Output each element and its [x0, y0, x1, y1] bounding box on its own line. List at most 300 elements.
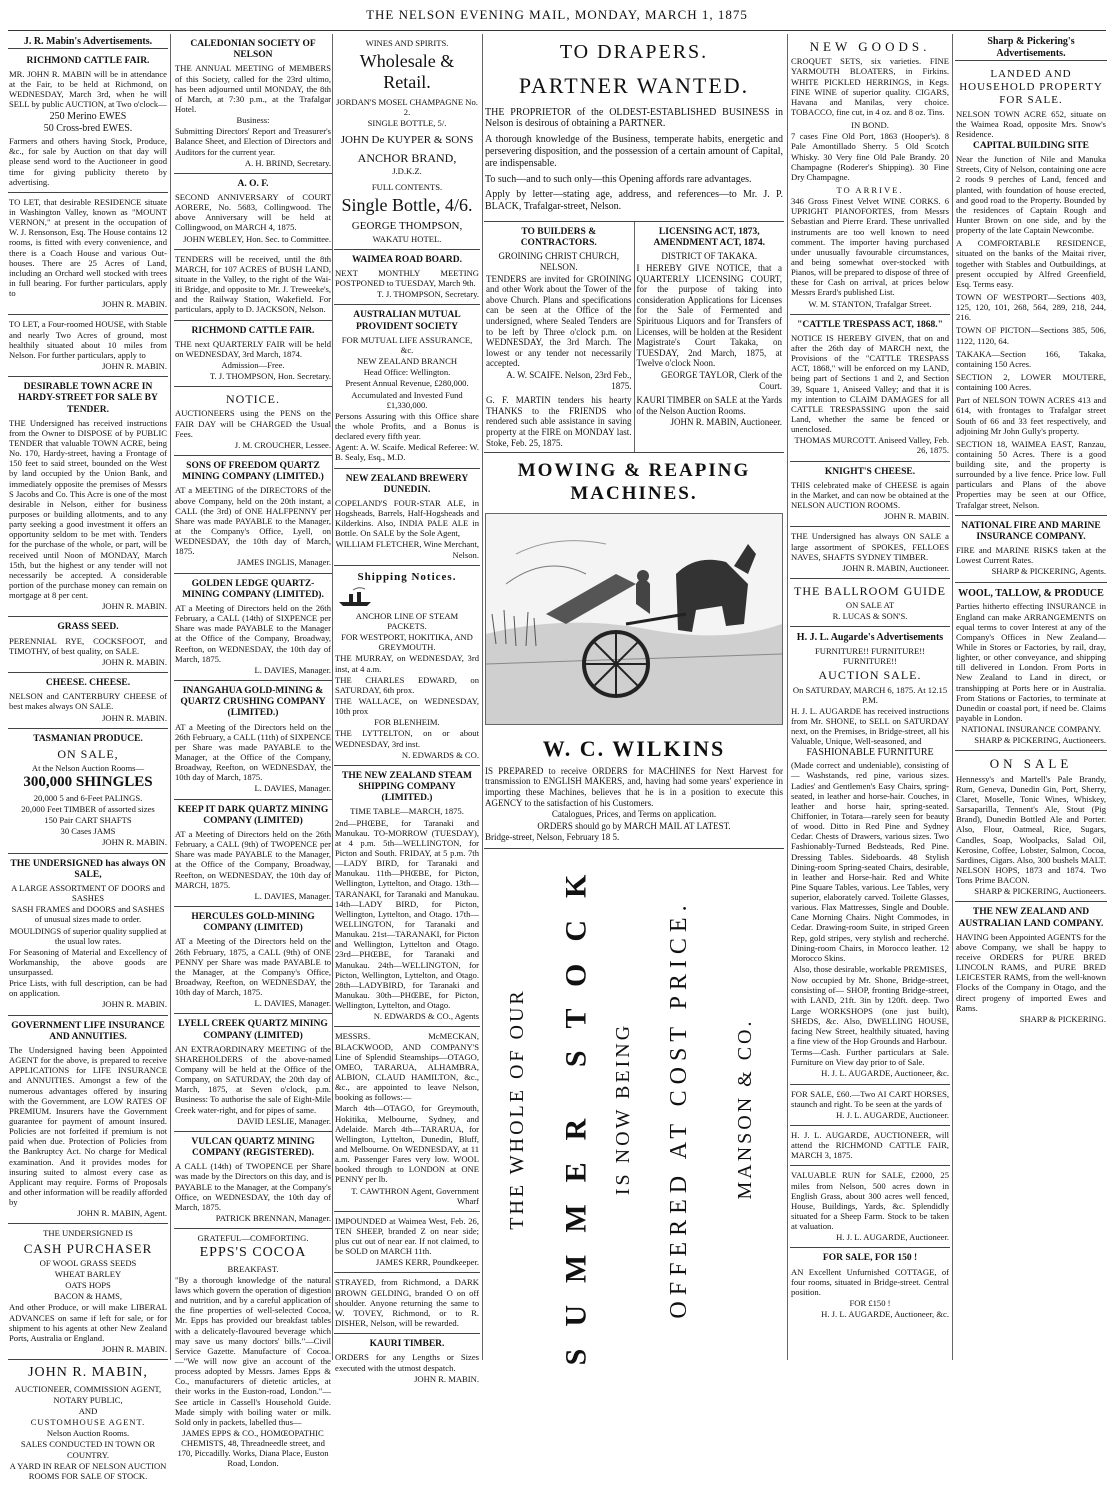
- ad-line: NATIONAL INSURANCE COMPANY.: [961, 724, 1101, 735]
- ad-title: KEEP IT DARK QUARTZ MINING COMPANY (LIMITED): [177, 804, 329, 826]
- ad-title: WINES AND SPIRITS.: [365, 38, 449, 48]
- ad-signature: H. J. L. AUGARDE, Auctioneer, &c.: [821, 1309, 949, 1320]
- ad-government-life: [8, 1016, 168, 1225]
- ad-row: [484, 222, 784, 453]
- ad-vertical-text: IS NOW BEING: [612, 1022, 635, 1196]
- ad-line: CUSTOMHOUSE AGENT.: [30, 1417, 146, 1428]
- ad-cart-horses: [790, 1085, 950, 1126]
- ad-to-drapers: [484, 34, 784, 222]
- ad-body: TAKAKA—Section 166, Takaka, containing 150 Acres.: [956, 348, 1106, 369]
- ad-undersigned-doors: [8, 854, 168, 1016]
- ad-wool-tallow: [955, 583, 1107, 752]
- ad-body: CROQUET SETS, six varieties. FINE YARMOUTH BLOATERS, in Firkins. WHITE PICKLED HERRINGS, in Kegs. FINE WINE of superior quality. CIGARS, Havana and Manilas, very choice. TOBACCO, fine cut, in 4 oz. and 8 oz. Tins.: [791, 56, 949, 118]
- ad-signature: WILLIAM FLETCHER, Wine Merchant, Nelson.: [335, 539, 479, 560]
- ad-body: Price Lists, with full description, can be had on application.: [9, 978, 167, 999]
- ad-vulcan: [174, 1132, 332, 1229]
- ad-line: ORDERS should go by MARCH MAIL AT LATEST.: [537, 820, 731, 831]
- ad-body: Hennessy's and Martell's Pale Brandy, Rum, Geneva, Dunedin Gin, Port, Sherry, Claret, Moselle, Tonic Wines, Whiskey, Sarsaparilla, Tennent's Ale, Stout (Pig Brand), Dunedin Bottled Ale and Porter. Also, Flour, Oatmeal, Rice, Sugars, Candles, Soap, Woolpacks, Salad Oil, Kerosine, Coffee, Lobster, Salmon, Cocoa, Sardines, Cigars. Also, 300 bushels MALT. NELSON HOPS, 1873 and 1874. Two Tons Prime BACON.: [956, 773, 1106, 886]
- ad-line: FULL CONTENTS.: [371, 182, 443, 193]
- ad-line: WHEAT BARLEY: [54, 1269, 122, 1280]
- ad-signature: JOHN R. MABIN.: [102, 360, 167, 371]
- ad-headline: W. C. WILKINS: [542, 735, 726, 761]
- ad-signature: A. H. BRIND, Secretary.: [244, 157, 331, 168]
- ad-title: KNIGHT'S CHEESE.: [824, 466, 916, 477]
- ad-title: HERCULES GOLD-MINING COMPANY (LIMITED): [191, 911, 315, 934]
- ad-signature: JOHN R. MABIN.: [414, 1373, 479, 1384]
- ad-golden-ledge: [174, 574, 332, 681]
- ad-inangahua: [174, 681, 332, 800]
- ad-title: WOOL, TALLOW, & PRODUCE: [958, 587, 1104, 599]
- ad-cheese: [8, 673, 168, 729]
- ad-title: THE NEW ZEALAND AND AUSTRALIAN LAND COMPANY.: [958, 907, 1104, 929]
- ad-signature: JOHN R. MABIN.: [102, 999, 167, 1010]
- ad-body: Apply by letter—stating age, address, and references—to Mr. J. P. BLACK, Trafalgar-street, Nelson.: [485, 189, 783, 213]
- ad-line: Accumulated and Invested Fund £1,330,000.: [351, 389, 463, 410]
- ad-body: I HEREBY GIVE NOTICE, that a QUARTERLY LICENSING COURT, for the purpose of taking into consideration Applications for Licenses for the Sale of Fermented and Spirituous Liquors and for Transfers of Licenses, will be holden at the Resident Magistrate's Court Takaka, on TUESDAY, 2nd March, 1875, at Twelve o'clock Noon.: [636, 262, 782, 369]
- col6-header: Sharp & Pickering's Advertisements.: [955, 36, 1107, 61]
- ad-body: Farmers and others having Stock, Produce, &c., for sale by Auction on that day will please send word to the Auctioneer in good time for giving publicity thereto by advertising.: [9, 136, 167, 187]
- ad-title: NOTICE.: [226, 392, 280, 407]
- ad-signature: JOHN R. MABIN, Auctioneer.: [670, 417, 782, 428]
- ad-cattle-trespass: [790, 315, 950, 462]
- ad-title: MESSRS. McMECKAN, BLACKWOOD, AND COMPANY'S Line of Splendid Steamships—OTAGO, OMEO, TARARUA, ALHAMBRA, ALBION, CLAUD HAMILTON, &c., &c., are appointed to leave Nelson, booking as follows:—: [335, 1031, 479, 1103]
- ad-body: MR. JOHN R. MABIN will be in attendance at the Fair, to be held at Richmond, on WEDNESDAY, March 3rd, when he will SELL by public AUCTION, at Two o'clock—: [9, 69, 167, 110]
- ad-line: FURNITURE!! FURNITURE!! FURNITURE!!: [814, 646, 926, 667]
- ad-headline: CASH PURCHASER: [23, 1240, 153, 1256]
- ad-line: IN BOND.: [851, 120, 889, 131]
- ad-signature: H. J. L. AUGARDE, Auctioneer, &c.: [821, 1068, 949, 1079]
- ad-body: AN EXTRAORDINARY MEETING of the SHAREHOLDERS of the above-named Company will be held at the Office of the Company, on SATURDAY, the 20th day of March, 1875, at Seven o'clock, p.m. Business: To authorise the sale of Eight-Mile Creek water-right, and for pipes of same.: [175, 1043, 331, 1115]
- ad-valuable-run: [790, 1166, 950, 1248]
- ad-item: 250 Merino EWES: [49, 110, 127, 122]
- ad-title: NATIONAL FIRE AND MARINE INSURANCE COMPANY.: [961, 520, 1101, 542]
- column-3: [334, 34, 480, 1384]
- ad-title: KAURI TIMBER.: [369, 1339, 445, 1350]
- ad-body: PERENNIAL RYE, COCKSFOOT, and TIMOTHY, of best quality, on SALE.: [9, 635, 167, 656]
- ad-line: AUCTIONEER, COMMISSION AGENT,: [14, 1383, 162, 1394]
- ad-signature: T. J. THOMPSON, Hon. Secretary.: [209, 371, 331, 382]
- ad-mcmeckan: [334, 1027, 480, 1211]
- masthead: THE NELSON EVENING MAIL, MONDAY, MARCH 1, 1875: [366, 7, 748, 22]
- ad-body: A thorough knowledge of the Business, temperate habits, energetic and persevering disposition, and the possession of a certain amount of Capital, are indispensable.: [485, 134, 783, 169]
- ad-title: CHEESE. CHEESE.: [45, 678, 131, 689]
- ad-signature: JOHN R. MABIN.: [884, 511, 949, 522]
- ad-title: AUSTRALIAN MUTUAL PROVIDENT SOCIETY: [353, 310, 461, 332]
- ad-line: DISTRICT OF TAKAKA.: [661, 251, 758, 262]
- ad-signature: JAMES EPPS & CO., HOMŒOPATHIC CHEMISTS, 48, Threadneedle street, and 170, Piccadilly. Works, Diana Place, Euston Road, London.: [177, 1428, 329, 1469]
- ad-body: 346 Gross Finest Velvet WINE CORKS. 6 UPRIGHT PIANOFORTES, from Messrs Sebastian and Pierre Erard. These unrivalled instruments are too well known to need comment. The importer having purchased under unusually favourable circumstances, and being somewhat over-stocked with Pianos, will be prepared to dispose of three of these for Cash on arrival, at prices below Messrs Erard's published List.: [791, 196, 949, 298]
- ad-signature: DAVID LESLIE, Manager.: [237, 1115, 331, 1126]
- ad-line: FASHIONABLE FURNITURE: [806, 747, 934, 759]
- ad-line: BREAKFAST.: [227, 1263, 279, 1274]
- ad-title: GOLDEN LEDGE QUARTZ-MINING COMPANY (LIMITED).: [182, 578, 324, 600]
- ad-line: 30 Cases JAMS: [60, 826, 116, 837]
- ad-vertical-text: MANSON & CO.: [734, 1018, 757, 1200]
- ad-line: OATS HOPS: [65, 1280, 111, 1291]
- ad-signature: SHARP & PICKERING.: [1019, 1013, 1106, 1024]
- ad-signature: GEORGE TAYLOR, Clerk of the Court.: [660, 370, 782, 391]
- ad-line: 20,000 5 and 6-Feet PALINGS.: [33, 792, 143, 803]
- ad-line: ANCHOR BRAND,: [357, 151, 457, 165]
- ad-signature: JOHN R. MABIN, Agent.: [77, 1208, 167, 1219]
- ad-body: SECOND ANNIVERSARY of COURT AORERE, No. 5683, Collingwood. The above Anniversary will be held at Collingwood, on MARCH 4, 1875.: [175, 192, 331, 233]
- ad-title: THE UNDERSIGNED has always ON SALE,: [10, 858, 166, 880]
- ad-title: THE NEW ZEALAND STEAM SHIPPING COMPANY (LIMITED.): [342, 770, 472, 804]
- ad-notice: [174, 387, 332, 456]
- ad-item: 50 Cross-bred EWES.: [43, 123, 133, 135]
- ad-title: LICENSING ACT, 1873, AMENDMENT ACT, 1874.: [653, 226, 766, 249]
- ad-line: TO ARRIVE.: [836, 185, 904, 196]
- ad-tasmanian-produce: [8, 729, 168, 854]
- column-4: [484, 34, 784, 1366]
- ad-body: AT a Meeting of Directors held on the 26th February, a CALL (9th) of TWOPENCE per Share was made PAYABLE to the Manager, at the Office of the Company, Broadway, Reefton, on WEDNESDAY, the 10th day of MARCH, 1875.: [175, 828, 331, 890]
- ad-keep-it-dark: [174, 800, 332, 907]
- ad-nz-steam-shipping: [334, 766, 480, 1028]
- ad-body: H. J. L. AUGARDE has received instructions from Mr. SHONE, to SELL on SATURDAY next, on the Premises, in Bridge-street, all his Valuable, Unique, Well-seasoned, and: [791, 705, 949, 747]
- ad-line: WAKATU HOTEL.: [372, 233, 442, 244]
- ad-signature: JOHN R. MABIN, Auctioneer.: [842, 562, 949, 573]
- ad-line: TIME TABLE—MARCH, 1875.: [350, 806, 464, 817]
- ad-signature: SHARP & PICKERING, Auctioneers.: [974, 886, 1106, 897]
- ad-headline: AUCTION SALE.: [818, 668, 922, 683]
- ad-line: 20,000 Feet TIMBER of assorted sizes: [21, 803, 155, 814]
- ad-headline: 300,000 SHINGLES: [23, 774, 153, 791]
- ad-signature: L. DAVIES, Manager.: [254, 890, 331, 901]
- ad-knights-cheese: [790, 462, 950, 528]
- ad-body: STRAYED, from Richmond, a DARK BROWN GELDING, branded O on off shoulder. Anyone returning the same to W. TOVEY, Richmond, or to R. DISHER, Nelson, will be rewarded.: [335, 1277, 479, 1329]
- ad-line: AND: [78, 1405, 98, 1416]
- column-divider: [170, 34, 171, 1360]
- ad-line: MOULDINGS of superior quality supplied at the usual low rates.: [9, 925, 167, 946]
- ad-line: J.D.K.Z.: [392, 166, 422, 177]
- ad-signature: J. M. CROUCHER, Lessee.: [234, 439, 331, 450]
- ad-line: A LARGE ASSORTMENT OF DOORS and SASHES: [11, 882, 165, 904]
- ad-body: SECTION 18, WAIMEA EAST, Ranzau, containing 50 Acres. There is a good building site, and the property is surrounded by a live fence. Price low. Full particulars and Plans of the above Properties may be seen at our Office, Trafalgar street, Nelson.: [956, 438, 1106, 510]
- ad-body: THE PROPRIETOR of the OLDEST-ESTABLISHED BUSINESS in Nelson is desirous of obtaining a PARTNER.: [485, 106, 783, 130]
- ad-body: THE ANNUAL MEETING of MEMBERS of this Society, called for the 23rd ultimo, has been adjourned until MONDAY, the 8th of March, at 7:30 p.m., at the Trafalgar Hotel.: [175, 63, 331, 114]
- ad-cottage: [790, 1248, 950, 1324]
- ad-strayed: [334, 1273, 480, 1334]
- ad-body: NEXT MONTHLY MEETING POSTPONED to TUESDAY, March 9th.: [335, 267, 479, 289]
- ad-line: 150 Pair CART SHAFTS: [44, 815, 132, 826]
- ad-title: FOR SALE, FOR 150 !: [822, 1253, 918, 1264]
- ad-body: "By a thorough knowledge of the natural laws which govern the operation of digestion and nutrition, and by a careful application of the fine properties of well-selected Cocoa, Mr. Epps has provided our breakfast tables with a delicately-flavoured beverage which may save us many doctors' bills."—Civil Service Gazette. Manufacture of Cocoa.—"We will now give an account of the process adopted by Messrs. James Epps & Co., manufacturers of dietetic articles, at their works in the Euston-road, London."—See article in Cassell's Household Guide. Made simply with boiling water or milk. Sold only in packets, labelled thus—: [175, 1274, 331, 1427]
- ad-body: HAVING been Appointed AGENTS for the above Company, we shall be happy to receive ORDERS for PURE BRED LINCOLN RAMS, and PURE BRED LEICESTER RAMS, from the well-known Flocks of the Company in Otago, and the direct progeny of imported Ewes and Rams.: [956, 931, 1106, 1013]
- ad-augarde-fair: [790, 1126, 950, 1166]
- column-divider: [332, 34, 333, 1360]
- ad-headline: JOHN R. MABIN,: [28, 1365, 148, 1381]
- ad-body: THIS celebrated make of CHEESE is again in the Market, and can now be obtained at the NELSON AUCTION ROOMS.: [791, 479, 949, 511]
- ad-line: On SATURDAY, MARCH 6, 1875. At 12.15 P.M.: [792, 684, 948, 705]
- ad-body: ORDERS for any Lengths or Sizes executed with the utmost despatch.: [335, 1352, 479, 1373]
- reaping-machine-engraving: [485, 513, 783, 725]
- ad-body: IMPOUNDED at Waimea West, Feb. 26, TEN SHEEP, branded Z on near side; plus cut out of near ear. If not claimed, to be SOLD on MARCH 11th.: [335, 1215, 479, 1257]
- ad-signature: H. J. L. AUGARDE, Auctioneer.: [836, 1109, 949, 1120]
- ad-line: SASH FRAMES and DOORS and SASHES of unusual sizes made to order.: [11, 904, 165, 925]
- ad-body: TENDERS will be received, until the 8th MARCH, for 107 ACRES of BUSH LAND, situate in the Valley, to the right of the Wai-iti Bridge, and opposite to Mr. J. Treweeke's, and the Railway Station, Wakefield. For particulars, apply to D. JACKSON, Nelson.: [175, 253, 331, 315]
- ad-body: AUCTIONEERS using the PENS on the FAIR DAY will be CHARGED the Usual Fees.: [175, 408, 331, 439]
- ad-body: VALUABLE RUN for SALE, £2000, 25 miles from Nelson, 500 acres down in English Grass, about 300 acres well fenced, House, Buildings, Yards, &c. Splendidly situated for a Sheep Farm. Stock to be taken at valuation.: [791, 1170, 949, 1232]
- ad-signature: JAMES KERR, Poundkeeper.: [375, 1257, 479, 1268]
- ad-headline: Single Bottle, 4/6.: [341, 195, 473, 216]
- ad-line: GROINING CHRIST CHURCH, NELSON.: [498, 251, 620, 272]
- ad-body: A COMFORTABLE RESIDENCE, situated on the banks of the Maitai river, together with Stables and Outbuildings, at present occupied by Alfred Greenfield, Esq. Terms easy.: [956, 238, 1106, 289]
- ad-signature: JOHN R. MABIN.: [102, 299, 167, 310]
- ad-title: LYELL CREEK QUARTZ MINING COMPANY (LIMITED): [178, 1019, 328, 1041]
- ad-body: Near the Junction of Nile and Manuka Streets, City of Nelson, containing one acre 2 roods 9 perches of Land, fenced and planted, with foundation of house erected, and good road to the Property. Bounded by the residences of Captain Rough and Hunter Brown on one side, and by the property of the late Captain Newcombe.: [956, 154, 1106, 236]
- ad-line: A YARD IN REAR OF NELSON AUCTION ROOMS FOR SALE OF STOCK.: [9, 1460, 167, 1481]
- ad-lyell-creek: [174, 1014, 332, 1132]
- ad-title: ANCHOR LINE OF STEAM PACKETS.: [355, 610, 459, 631]
- ad-body: IS PREPARED to receive ORDERS for MACHINES for Next Harvest for transmission to ENGLISH MAKERS, and, having had some years' experience in importing these Machines, believes that he is in a position to execute this AGENCY to the satisfaction of his Customers.: [485, 765, 783, 808]
- ad-vertical-text: THE WHOLE OF OUR: [506, 988, 529, 1230]
- column-divider: [952, 34, 953, 1360]
- ad-signature: L. DAVIES, Manager.: [254, 783, 331, 794]
- ad-line: OF WOOL GRASS SEEDS: [39, 1257, 137, 1268]
- column-5: [790, 34, 950, 1360]
- ad-body: The Undersigned having been Appointed AGENT for the above, is prepared to receive APPLICATIONS for LIFE INSURANCE and ANNUITIES. Amongst a few of the numerous advantages offered by insuring with the Government, are LOW RATES OF PREMIUM. Insurers have the Government guarantee for payment of amount insured. Policies are not forfeited if premium is not paid when due. Protection of Policies from the Bankruptcy Act. No charge for Medical examination. And it provides modes for insuring suited to almost every case as Applicant may require. Forms of Proposals and other information will be readily afforded by: [9, 1045, 167, 1208]
- ad-title: CALEDONIAN SOCIETY OF NELSON: [190, 39, 316, 61]
- ad-line: Present Annual Revenue, £280,000.: [345, 378, 469, 389]
- ad-signature: JOHN R. MABIN.: [102, 656, 167, 667]
- ad-signature: L. DAVIES, Manager.: [254, 998, 331, 1009]
- ad-body: KAURI TIMBER on SALE at the Yards of the Nelson Auction Rooms.: [636, 395, 782, 416]
- ad-mowing-machines: [484, 453, 784, 849]
- ad-signature: JOHN WEBLEY, Hon. Sec. to Committee.: [183, 233, 331, 244]
- ad-line: SINGLE BOTTLE, 5/.: [367, 117, 447, 128]
- ad-signature: T. CAWTHRON Agent, Government Wharf: [351, 1185, 479, 1206]
- ad-title: CAPITAL BUILDING SITE: [973, 140, 1089, 151]
- ad-body: NELSON and CANTERBURY CHEESE of best makes always ON SALE.: [9, 691, 167, 712]
- ad-title: THE UNDERSIGNED IS: [43, 1228, 133, 1239]
- ad-body: THE next QUARTERLY FAIR will be held on WEDNESDAY, 3rd March, 1874.: [175, 338, 331, 359]
- ad-headline: EPPS'S COCOA: [199, 1245, 307, 1261]
- ad-nz-brewery: [334, 469, 480, 566]
- ad-line: NEW ZEALAND BRANCH: [356, 356, 458, 367]
- ad-signature: H. J. L. AUGARDE, Auctioneer.: [836, 1232, 949, 1243]
- ad-headline: LANDED AND HOUSEHOLD PROPERTY FOR SALE.: [959, 67, 1103, 106]
- ad-body: THE MURRAY, on WEDNESDAY, 3rd inst, at 4 a.m.: [335, 653, 479, 674]
- ad-signature: THOMAS MURCOTT. Aniseed Valley, Feb. 26, 1875.: [794, 435, 949, 456]
- ad-signature: JOHN R. MABIN.: [102, 837, 167, 848]
- ad-body: G. F. MARTIN tenders his hearty THANKS to the FRIENDS who rendered such able assistance in saving property at the FIRE on MONDAY last. Stoke, Feb. 25, 1875.: [486, 395, 632, 448]
- ad-body: Part of NELSON TOWN ACRES 413 and 614, with frontages to Trafalgar street South of 66 and 33 feet respectively, and adjoining Mr John Gully's property.: [956, 395, 1106, 436]
- ad-body: Submitting Directors' Report and Treasurer's Balance Sheet, and Election of Directors and Auditors for the current year.: [175, 126, 331, 157]
- ad-headline: Wholesale & Retail.: [359, 51, 455, 93]
- ad-line: JOHN De KUYPER & SONS: [340, 134, 474, 147]
- ad-signature: JOHN R. MABIN.: [102, 1344, 167, 1355]
- column-1: [8, 34, 168, 1481]
- ad-cash-purchaser: [8, 1224, 168, 1360]
- ad-body: NOTICE IS HEREBY GIVEN, that on and after the 26th day of MARCH next, the Provisions of the "CATTLE TRESPASS ACT, 1868," will be enforced on my LAND, being part of Sections 1 and 2, and Section 39, Square 1, Aniseed Valley; and that it is my intention to CLAIM DAMAGES for all CATTLE TRESPASSING upon the said Land, whether the same be fenced or unenclosed.: [791, 332, 949, 435]
- ad-nz-australian-land: [955, 902, 1107, 1029]
- ad-body: AN Excellent Unfurnished COTTAGE, of four rooms, situated in Bridge-street. Central position.: [791, 1266, 949, 1297]
- ad-body: Parties hitherto effecting INSURANCE in England can make ARRANGEMENTS on equal terms to cover Interest at any of the Company's Offices in New Zealand— While in Stores or Factories, by rail, dray, lighter, or other conveyance, and shipping till delivered in London. From Ports in New Zealand to Land in direct, or transhipping at Ports here or in Australia. From Stations or Factories, to terminate at Dunedin or coastal port, if need be. Claims payable in London.: [956, 601, 1106, 723]
- ad-body: NELSON TOWN ACRE 652, situate on the Waimea Road, opposite Mrs. Snow's Residence.: [956, 108, 1106, 139]
- column-divider: [787, 34, 788, 1360]
- ad-body: Now occupied by Mr. Shone, Bridge-street, consisting of— SHOP, fronting Bridge-street, with LAND, 21ft. 3in by 120ft. deep. Two Large WORKSHOPS (one just built), SHEDS, &c. Also, DWELLING HOUSE, facing New Street, healthily situated, having a fine view of the Hop Grounds and Harbour.: [791, 975, 949, 1047]
- ad-on-sale: [955, 751, 1107, 902]
- ad-spokes: [790, 527, 950, 579]
- ad-body: Terms—Cash. Further particulars at Sale. Furniture on View day prior to of Sale.: [791, 1047, 949, 1068]
- ad-signature: N. EDWARDS & CO.: [401, 749, 479, 760]
- ad-line: GEORGE THOMPSON,: [351, 219, 463, 232]
- ad-headline: MOWING & REAPING MACHINES.: [517, 460, 751, 504]
- ad-line: Also, those desirable, workable PREMISES,: [793, 964, 947, 975]
- ad-body: THE Undersigned has always ON SALE a large assortment of SPOKES, FELLOES NAVES, SHAFTS SYDNEY TIMBER.: [791, 531, 949, 562]
- ad-title: VULCAN QUARTZ MINING COMPANY (REGISTERED).: [191, 1136, 315, 1159]
- ad-body: TO LET, that desirable RESIDENCE situate in Washington Valley, known as "MOUNT VERNON," at present in the occupation of W. J. Rensonson, Esq. The House contains 12 rooms, is fitted with every convenience, and there is a Coach House and various Out-houses. There are 25 Acres of Land, including an Orchard well stocked with trees in full bearing. For further particulars, apply to: [9, 196, 167, 299]
- column-divider: [482, 34, 483, 1360]
- ad-signature: JAMES INGLIS, Manager.: [236, 557, 331, 568]
- ad-richmond-fair: [174, 321, 332, 388]
- ad-builders: [484, 222, 635, 452]
- ad-signature: A. W. SCAIFE. Nelson, 23rd Feb., 1875.: [506, 370, 632, 391]
- ad-grass-seed: [8, 617, 168, 673]
- ad-vertical-headline: OFFERED AT COST PRICE.: [665, 899, 692, 1319]
- masthead-rule: [8, 30, 1106, 31]
- ad-signature: N. EDWARDS & CO., Agents: [373, 1011, 479, 1022]
- ad-title: DESIRABLE TOWN ACRE IN HARDY-STREET FOR SALE BY TENDER.: [18, 382, 158, 415]
- ad-hercules: [174, 907, 332, 1014]
- ad-body: THE Undersigned has received instructions from the Owner to DISPOSE of by PUBLIC TENDER that valuable TOWN ACRE, being No. 170, Hardy-street, having a Frontage of 150 feet to said street, bounded on the West by land occupied by the Union Bank, and immediately opposite the premises of Messrs S Jacobs and Co. This Acre is one of the most desirable in Nelson, either for business purposes or building allotments, and to any party seeking a good investment it offers an opportunity seldom to be met with. Tenders for the purchase of the whole, or part, will be received until Noon of MONDAY, March 15th, but the highest or any tender will not necessarily be accepted. A considerable portion of the purchase money can remain on mortgage at 8 per cent.: [9, 417, 167, 601]
- column-2: [174, 34, 332, 1469]
- ad-line: SALES CONDUCTED IN TOWN OR COUNTRY.: [20, 1439, 156, 1460]
- ad-body: For Seasoning of Material and Excellency of Workmanship, the above goods are unsurpassed.: [9, 946, 167, 978]
- ad-title: WAIMEA ROAD BOARD.: [351, 254, 463, 265]
- ad-body: THE WALLACE, on WEDNESDAY, 10th prox: [335, 695, 479, 717]
- ad-line: Head Office: Wellington.: [363, 367, 451, 378]
- ship-icon: [335, 586, 375, 608]
- ad-richmond-cattle-fair: [8, 51, 168, 193]
- ad-signature: JOHN R. MABIN.: [102, 712, 167, 723]
- ad-subtitle: ON SALE,: [57, 746, 119, 761]
- ad-body: FOR SALE, £60.—Two AI CART HORSES, staunch and right. To be seen at the yards of: [791, 1088, 949, 1109]
- ad-line: Bridge-street, Nelson, February 18 5.: [485, 832, 620, 843]
- ad-title: TO DRAPERS.: [559, 41, 709, 63]
- ad-waimea-road-board: [334, 250, 480, 306]
- ad-line: At the Nelson Auction Rooms—: [31, 763, 145, 773]
- ad-new-goods: [790, 34, 950, 315]
- ad-fire-marine: [955, 516, 1107, 583]
- ad-body: A CALL (14th) of TWOPENCE per Share was made by the Directors on this day, and is PAYABLE to the Manager, at the Company's Office, on WEDNESDAY, the 10th day of March, 1875.: [175, 1161, 331, 1212]
- ad-title: "CATTLE TRESPASS ACT, 1868.": [797, 319, 943, 330]
- ad-impounded: [334, 1212, 480, 1274]
- ad-line: Nelson Auction Rooms.: [46, 1428, 130, 1439]
- ad-signature: SHARP & PICKERING, Auctioneers.: [974, 735, 1106, 746]
- ad-body: TO LET, a Four-roomed HOUSE, with Stable and nearly Two Acres of ground, most healthily situated about 10 miles from Nelson. For further particulars, apply to: [9, 319, 167, 360]
- ad-wines-spirits: [334, 34, 480, 250]
- ad-signature: SHARP & PICKERING, Agents.: [991, 566, 1106, 577]
- ad-augarde: [790, 627, 950, 1084]
- ad-headline: PARTNER WANTED.: [518, 72, 750, 98]
- ad-body: AT a Meeting of Directors held on the 26th February, a CALL (14th) of SIXPENCE per Share was made PAYABLE to the Manager at the Office of the Company, Broadway, Reefton, on WEDNESDAY, the 10th day of March, 1875.: [175, 602, 331, 664]
- ad-line: NOTARY PUBLIC,: [53, 1394, 123, 1405]
- ad-line: JORDAN'S MOSEL CHAMPAGNE No. 2.: [336, 96, 478, 117]
- ad-body: And other Produce, or will make LIBERAL ADVANCES on same if left for sale, or for shipment to his agents at other New Zealand Ports, Australia or England.: [9, 1302, 167, 1343]
- ad-line: Business:: [236, 115, 270, 126]
- ad-body: TENDERS are invited for GROINING and other Work about the Tower of the above Church. Plans and specifications can be seen at the Office of the undersigned, where Sealed Tenders are to be left by Three o'clock p.m. on WEDNESDAY, the 3rd March. The lowest or any tender not necessarily accepted.: [486, 273, 632, 369]
- ad-body: COPELAND'S FOUR-STAR ALE, in Hogsheads, Barrels, Half-Hogsheads and Kilderkins. Also, INDIA PALE ALE in Bottle. On SALE by the Sole Agent,: [335, 497, 479, 539]
- ad-line: FOR BLENHEIM.: [374, 717, 440, 728]
- ad-aof: [174, 174, 332, 250]
- ad-body: TOWN OF PICTON—Sections 385, 506, 1122, 1120, 64.: [956, 325, 1106, 346]
- ad-line: FOR £150 !: [849, 1298, 891, 1309]
- ad-body: (Made correct and undeniable), consisting of— Washstands, red pine, various sizes. Ladies' and Gentlemen's Easy Chairs, spring-seated, in leather and horse-hair. Couches, in leather and horse hair, spring-seated. Chiffonier, in Totara—rarely seen for beauty of wood. Ditto in Red Pine and Sydney Cedar. Chests of Drawers, various sizes. Two Fashionably-Turned Bedsteads, Red Pine. Dressing Tables. Sideboards. 48 Stylish Dining-room Spring-seated Chairs, desirable, in leather and Horse-hair. Red and White Pine Square Tables, various. Lee Tables, very superior, elaborately carved. Toilette Glasses, various. Flax Mattresses, Single and Double. Cane Morning Chairs. Night Commodes, in Cedar. Drawing-room Suite, in striped Green Rep, gold stripes, very stylish and recherché. Dining-room Chairs, in Morocco leather. 12 Morocco Skins.: [791, 760, 949, 963]
- ad-vertical-headline: SUMMER STOCK: [559, 852, 593, 1366]
- ad-sons-of-freedom: [174, 456, 332, 574]
- ad-body: 7 cases Fine Old Port, 1863 (Hooper's). 8 Pale Amontillado Sherry. 5 Old Scotch Whisky. 30 Very fine Old Pale Brandy. 20 Champagne (Roderer's Shipping). 30 Fine Dry Champagne.: [791, 131, 949, 182]
- ad-title: H. J. L. Augarde's Advertisements: [796, 632, 944, 644]
- ad-headline: NEW GOODS.: [809, 39, 931, 54]
- ad-title: NEW ZEALAND BREWERY DUNEDIN.: [345, 473, 469, 495]
- ad-title: RICHMOND CATTLE FAIR.: [26, 55, 150, 66]
- ad-headline: THE BALLROOM GUIDE: [794, 583, 946, 598]
- ad-kauri-timber: [334, 1334, 480, 1389]
- ad-to-let-residence: [8, 193, 168, 316]
- ad-line: Admission—Free.: [221, 360, 285, 371]
- ad-signature: L. DAVIES, Manager.: [254, 664, 331, 675]
- ad-body: 2nd—PHŒBE, for Taranaki and Manukau. TO-MORROW (TUESDAY), at 4 p.m. 5th—WELLINGTON, for Picton and South. FRIDAY, at 5 p.m. 7th—LADY BIRD, for Taranaki and Manukau. 11th—PHŒBE, for Picton, Wellington, Lyttelton, and Otago. 13th—TARANAKI, for Taranaki and Manukau. 14th—LADY BIRD, for Picton, Wellington, Lyttelton, and Otago. 17th—WELLINGTON, for Taranaki and Manukau. 21st—TARANAKI, for Picton and Wellington, Lyttelton and Otago. 23rd—PHŒBE, for Taranaki and Manukau. 24th—WELLINGTON, for Picton, Wellington, Lyttelton, and Otago. 28th—LADYBIRD, for Taranaki and Manukau. 30th—PHŒBE, for Picton, Wellington, Lyttelton, and Otago.: [335, 817, 479, 1011]
- ad-caledonian-society: [174, 34, 332, 174]
- section-title: Shipping Notices.: [357, 570, 457, 583]
- ad-title: SONS OF FREEDOM QUARTZ MINING COMPANY (LIMITED.): [182, 461, 324, 483]
- ad-manson-summer-stock: [484, 849, 784, 1369]
- ad-signature: R. LUCAS & SON'S.: [832, 611, 908, 622]
- ad-body: Persons Assuring with this Office share the whole Profits, and a Bonus is declared every fifth year.: [335, 410, 479, 442]
- ad-line: FOR WESTPORT, HOKITIKA, AND GREYMOUTH.: [341, 632, 473, 653]
- ad-signature: W. M. STANTON, Trafalgar Street.: [808, 298, 932, 309]
- ad-body: THE CHARLES EDWARD, on SATURDAY, 6th prox.: [335, 674, 479, 695]
- ad-body: THE LYTTELTON, on or about WEDNESDAY, 3rd inst.: [335, 728, 479, 749]
- ad-line: BACON & HAMS,: [53, 1291, 123, 1302]
- ad-body: FIRE and MARINE RISKS taken at the Lowest Current Rates.: [956, 545, 1106, 566]
- ad-licensing: [635, 222, 785, 452]
- ad-landed-property: [955, 63, 1107, 516]
- ad-body: AT a MEETING of the DIRECTORS of the above Company, held on the 20th instant, a CALL (the 3rd) of ONE HALFPENNY per Share was made PAYABLE to the Manager, at the Company's Office, Lyell, on WEDNESDAY, the 10th day of March, 1875.: [175, 485, 331, 557]
- ad-title: INANGAHUA GOLD-MINING & QUARTZ CRUSHING COMPANY (LIMITED.): [180, 685, 326, 719]
- ad-signature: PATRICK BRENNAN, Manager.: [215, 1212, 331, 1223]
- ad-title: TASMANIAN PRODUCE.: [33, 733, 143, 744]
- ad-tenders-bush-land: [174, 250, 332, 321]
- ad-headline: ON SALE: [989, 756, 1073, 772]
- ad-title: A. O. F.: [237, 178, 269, 189]
- ad-signature: T. J. THOMPSON, Secretary.: [377, 289, 479, 300]
- ad-amp-society: [334, 305, 480, 468]
- ad-body: AT a Meeting of the Directors held on the 26th February, a CALL (11th) of SIXPENCE per Share was made PAYABLE to the Manager, at the Office of the Company, Broadway, Reefton, on WEDNESDAY, the 10th day of March, 1875.: [175, 721, 331, 783]
- shipping-notices: [334, 566, 480, 766]
- column-6: [955, 34, 1107, 1360]
- ad-line: GRATEFUL—COMFORTING.: [197, 1233, 309, 1244]
- ad-body: H. J. L. AUGARDE, AUCTIONEER, will attend the RICHMOND CATTLE FAIR, MARCH 3, 1875.: [791, 1130, 949, 1161]
- ad-body: SECTION 2, LOWER MOUTERE, containing 100 Acres.: [956, 371, 1106, 393]
- ad-town-acre: [8, 377, 168, 617]
- ad-body: TOWN OF WESTPORT—Sections 403, 125, 120, 101, 268, 564, 289, 218, 244, 216.: [956, 291, 1106, 323]
- ad-mabin-agent: [8, 1360, 168, 1486]
- ad-line: Catalogues, Prices, and Terms on application.: [551, 809, 717, 820]
- ad-signature: JOHN R. MABIN.: [102, 601, 167, 612]
- ad-body: To such—and to such only—this Opening affords rare advantages.: [485, 173, 752, 185]
- ad-to-let-house: [8, 315, 168, 377]
- ad-line: FOR MUTUAL LIFE ASSURANCE, &c.: [341, 334, 473, 355]
- ad-signature: Agent: A. W. Scaife. Medical Referee: W. B. Sealy, Esq., M.D.: [335, 442, 479, 463]
- ad-body: AT a Meeting of the Directors held on the 26th February, 1875, a CALL (9th) of ONE PENNY per Share was made PAYABLE to the Manager, at the Company's Office, Broadway, Reefton, on WEDNESDAY, the 10th day of March, 1875.: [175, 936, 331, 998]
- ad-title: GOVERNMENT LIFE INSURANCE AND ANNUITIES.: [11, 1020, 165, 1042]
- ad-title: TO BUILDERS & CONTRACTORS.: [520, 226, 597, 249]
- ad-ballroom-guide: [790, 579, 950, 627]
- ad-body: March 4th—OTAGO, for Greymouth, Hokitika, Melbourne, Sydney, and Adelaide. March 4th—TARARUA, for Wellington, Lyttelton, Dunedin, Bluff, and Melbourne. On WEDNESDAY, at 11 a.m. Passenger Fares very low. WOOL booked through to LONDON at ONE PENNY per lb.: [335, 1103, 479, 1185]
- ad-title: RICHMOND CATTLE FAIR.: [191, 325, 315, 336]
